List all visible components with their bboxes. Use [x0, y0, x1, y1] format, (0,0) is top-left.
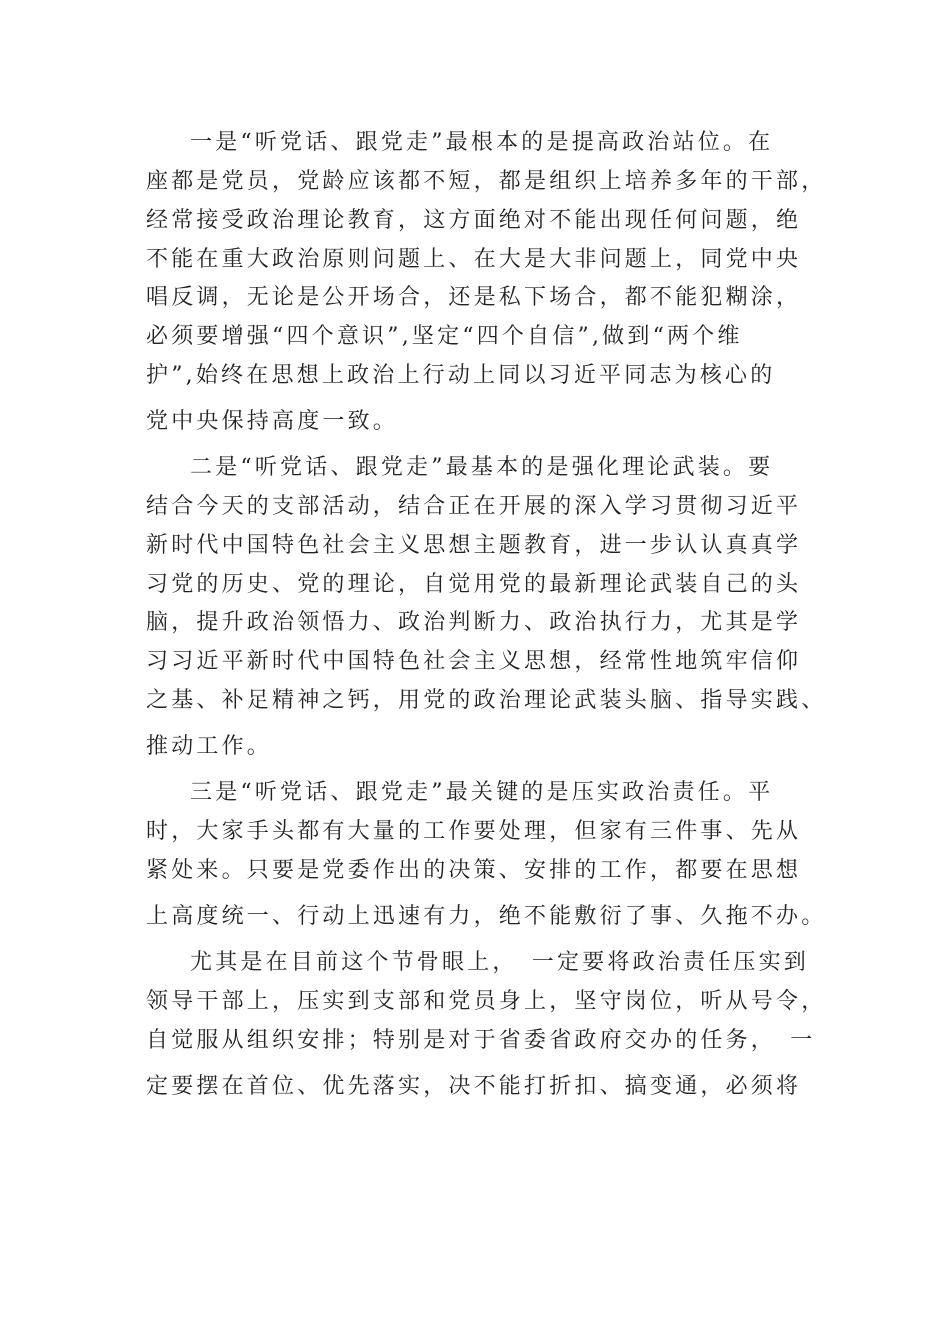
text-line: 尤其是在目前这个节骨眼上， 一定要将政治责任压实到 [190, 950, 810, 975]
text-line: 唱反调，无论是公开场合，还是私下场合，都不能犯糊涂， [146, 285, 802, 310]
text-line: 党中央保持高度一致。 [146, 409, 399, 434]
text-line: 自觉服从组织安排；特别是对于省委省政府交办的任务， 一 [146, 1028, 816, 1053]
text-line: 不能在重大政治原则问题上、在大是大非问题上，同党中央 [146, 247, 802, 272]
text-line: 三是“听党话、跟党走”最关键的是压实政治责任。平 [190, 780, 774, 805]
text-line: 结合今天的支部活动，结合正在开展的深入学习贯彻习近平 [146, 494, 802, 519]
text-line: 习习近平新时代中国特色社会主义思想，经常性地筑牢信仰 [146, 649, 802, 674]
text-line: 二是“听党话、跟党走”最基本的是强化理论武装。要 [190, 455, 774, 480]
text-line: 之基、补足精神之钙，用党的政治理论武装头脑、指导实践、 [146, 688, 827, 713]
text-line: 座都是党员，党龄应该都不短，都是组织上培养多年的干部， [146, 169, 827, 194]
text-line: 紧处来。只要是党委作出的决策、安排的工作，都要在思想 [146, 858, 802, 883]
text-line: 护”,始终在思想上政治上行动上同以习近平同志为核心的 [146, 363, 776, 388]
text-line: 推动工作。 [146, 734, 273, 759]
text-line: 习党的历史、党的理论，自觉用党的最新理论武装自己的头 [146, 572, 802, 597]
text-line: 上高度统一、行动上迅速有力，绝不能敷衍了事、久拖不办。 [146, 904, 827, 929]
text-line: 必须要增强“四个意识”,坚定“四个自信”,做到“两个维 [146, 324, 743, 349]
text-line: 经常接受政治理论教育，这方面绝对不能出现任何问题，绝 [146, 208, 802, 233]
text-line: 新时代中国特色社会主义思想主题教育，进一步认认真真学 [146, 533, 802, 558]
text-line: 脑，提升政治领悟力、政治判断力、政治执行力，尤其是学 [146, 610, 802, 635]
text-line: 时，大家手头都有大量的工作要处理，但家有三件事、先从 [146, 819, 802, 844]
text-line: 领导干部上，压实到支部和党员身上，坚守岗位，听从号令， [146, 989, 827, 1014]
text-line: 一是“听党话、跟党走”最根本的是提高政治站位。在 [190, 130, 774, 155]
text-line: 定要摆在首位、优先落实，决不能打折扣、搞变通，必须将 [146, 1074, 802, 1099]
